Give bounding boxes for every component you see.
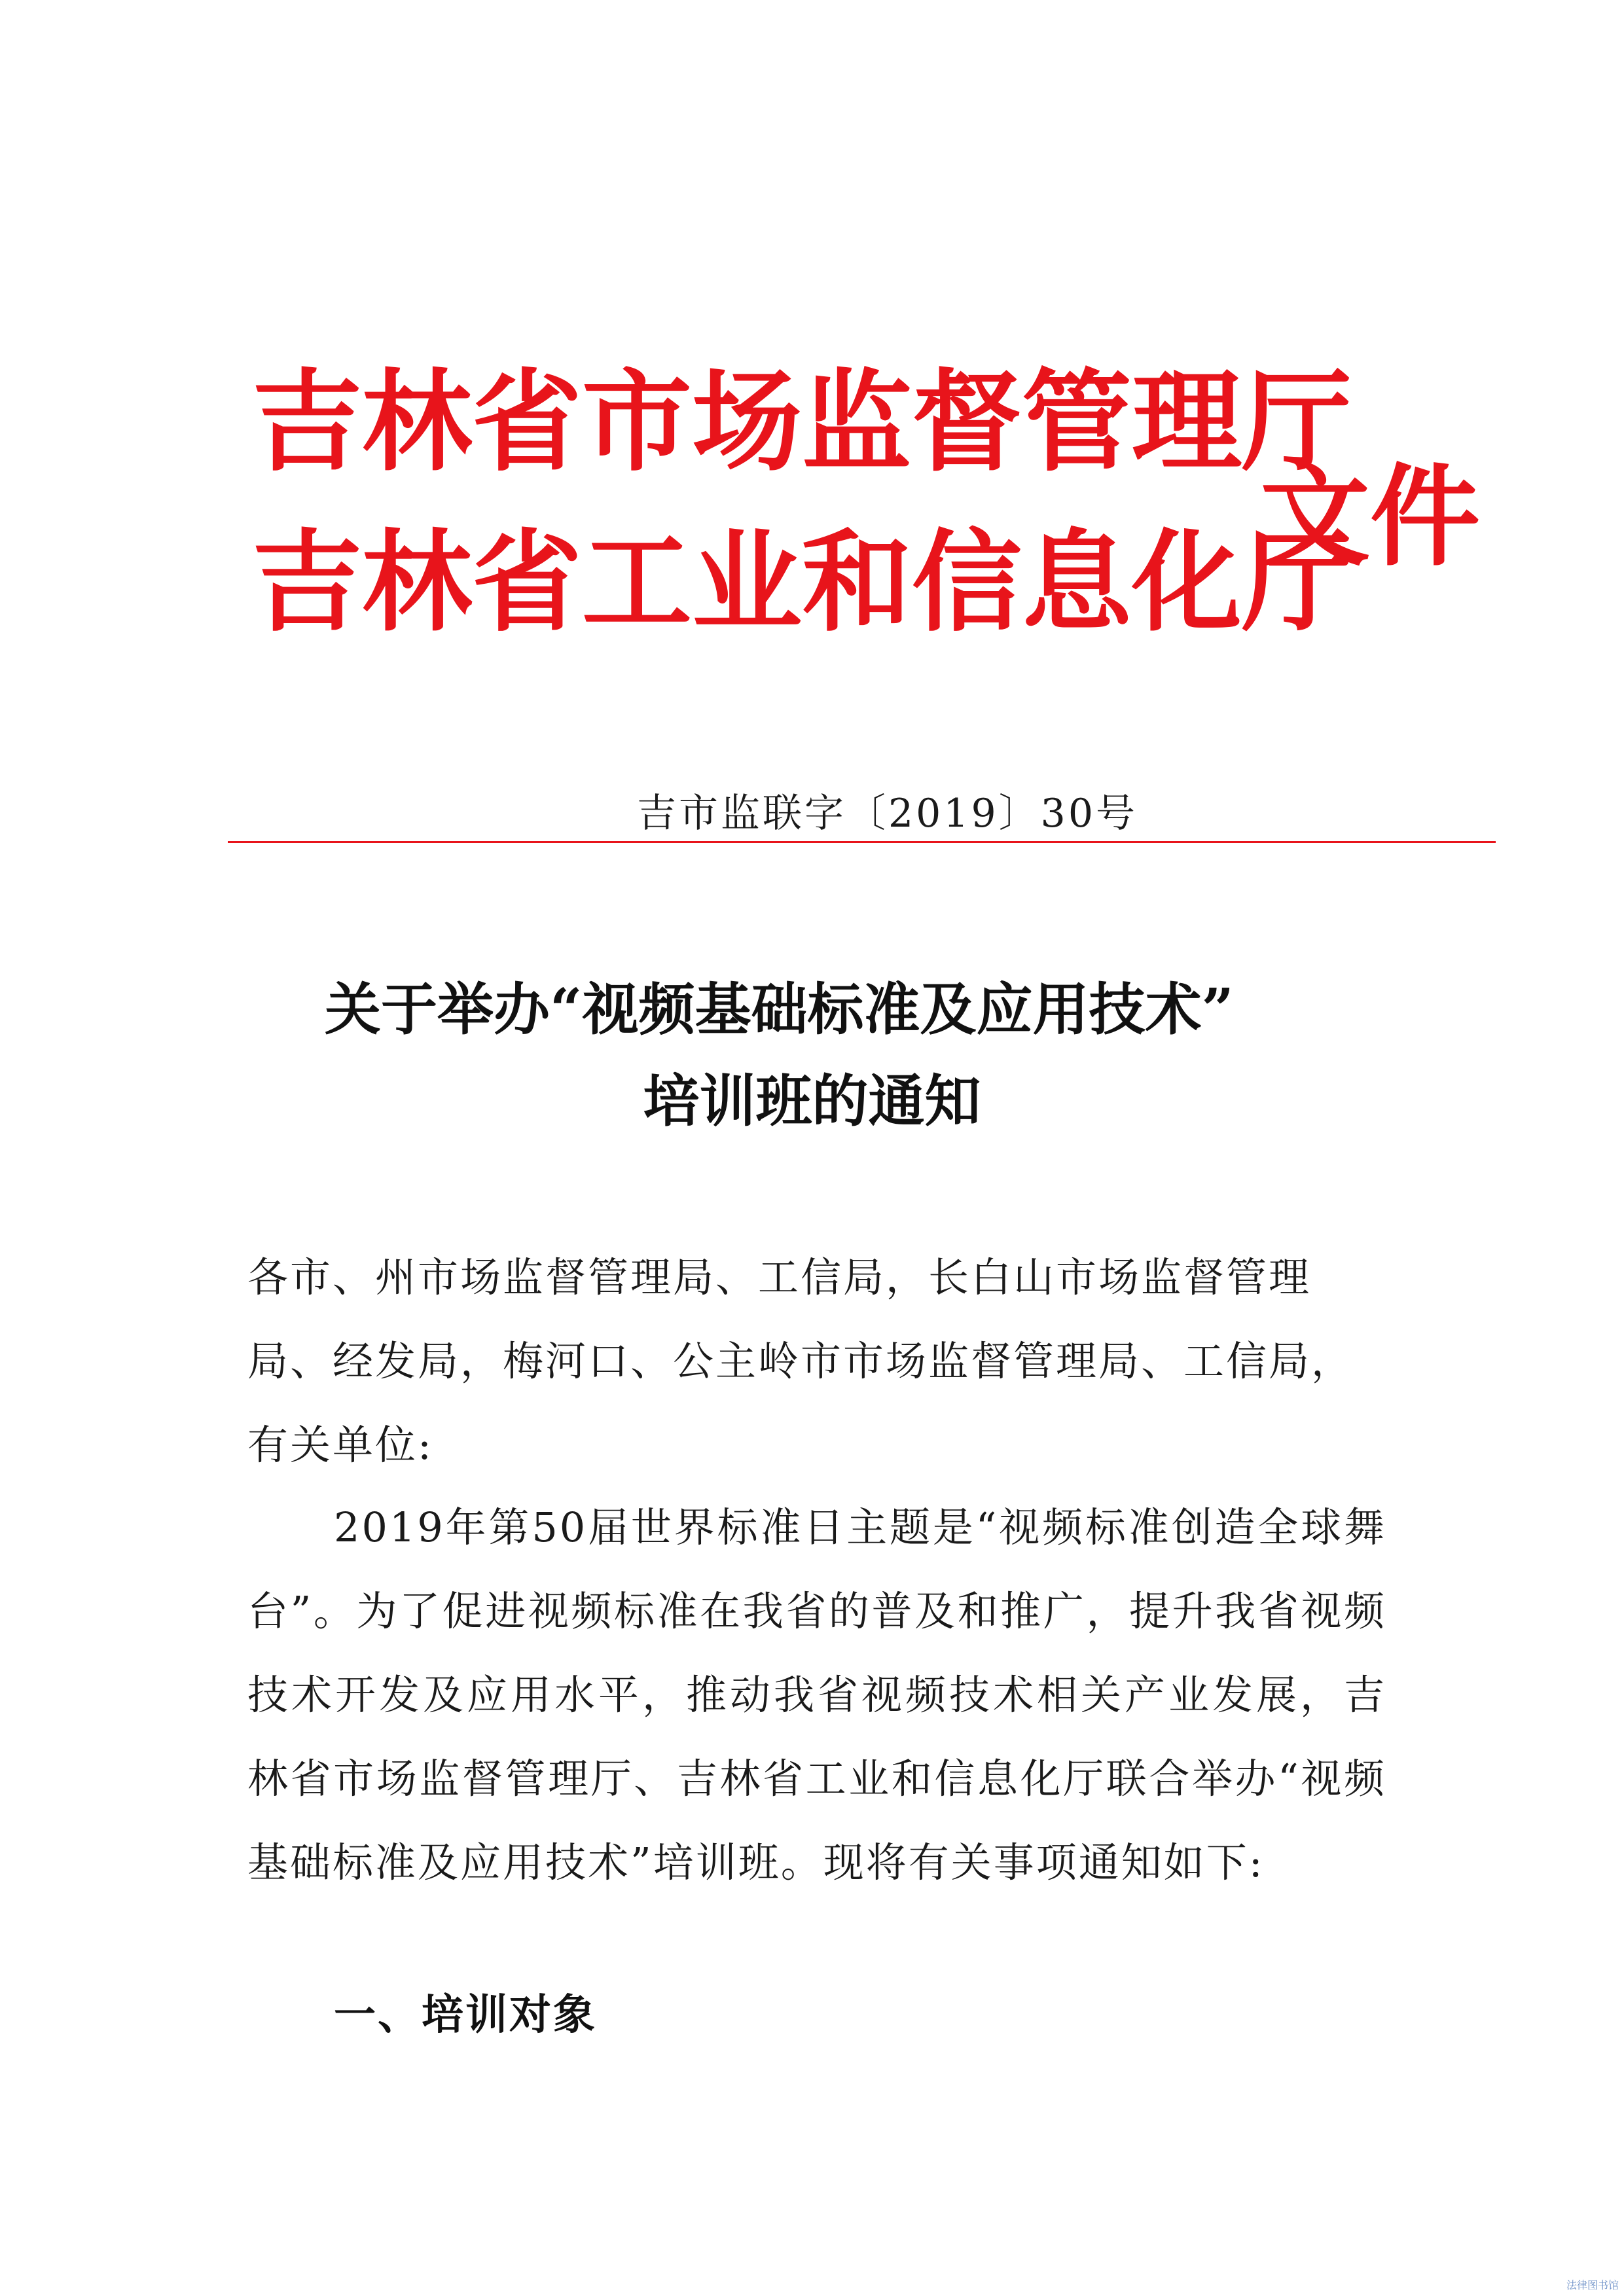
document-number: 吉市监联字〔2019〕30号 [636, 791, 1138, 836]
red-divider [228, 841, 1496, 843]
issuer-line-2: 吉林省工业和信息化厅 [252, 517, 1352, 647]
title-line-2: 培训班的通知 [643, 1068, 981, 1134]
title-line-1: 关于举办“视频基础标准及应用技术” [325, 977, 1234, 1043]
body-paragraph-1: 2019年第50届世界标准日主题是“视频标准创造全球舞台”。为了促进视频标准在我省的普及和推广，提升我省视频技术开发及应用水平，推动我省视频技术相关产业发展，吉林省市场监督管理厅、吉林省工业和信息化厅联合举办“视频基础标准及应用技术”培训班。现将有关事项通知如下: [247, 1503, 1386, 1886]
section-heading-1: 一、培训对象 [334, 1990, 597, 2039]
addressee-paragraph: 各市、州市场监督管理局、工信局，长白山市场监督管理局、经发局，梅河口、公主岭市市场监督管理局、工信局，有关单位: [247, 1253, 1354, 1469]
watermark: 法律图书馆 [1566, 2279, 1619, 2291]
document-type-label: 文件 [1260, 452, 1480, 581]
issuer-line-1: 吉林省市场监督管理厅 [252, 357, 1352, 486]
